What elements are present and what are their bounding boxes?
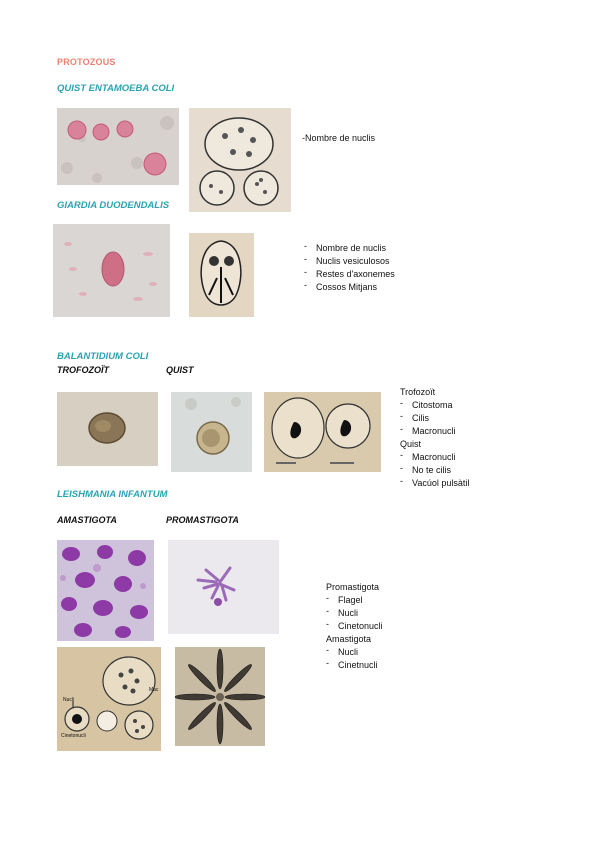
promastigota-drawing bbox=[175, 647, 265, 746]
section-heading-giardia: GIARDIA DUODENDALIS bbox=[57, 200, 170, 211]
quist-label: Quist bbox=[400, 439, 422, 449]
list-item: - Vacúol pulsàtil bbox=[398, 477, 469, 490]
giardia-drawing bbox=[189, 233, 254, 317]
amastigota-micrograph bbox=[57, 540, 154, 641]
section-heading-entamoeba: QUIST ENTAMOEBA COLI bbox=[57, 83, 175, 94]
list-item: - Nombre de nuclis bbox=[302, 242, 395, 255]
giardia-feature-list bbox=[302, 242, 395, 294]
entamoeba-micrograph bbox=[57, 108, 179, 185]
list-item: - Cilis bbox=[398, 412, 456, 425]
list-item: - Nuclis vesiculosos bbox=[302, 255, 395, 268]
list-item: - Cossos Mitjans bbox=[302, 281, 395, 294]
balantidium-quist-micrograph bbox=[171, 392, 252, 472]
entamoeba-note: -Nombre de nuclis bbox=[302, 133, 376, 143]
giardia-micrograph bbox=[53, 224, 170, 317]
label-trofozoit: TROFOZOÏT bbox=[57, 365, 109, 375]
list-item: - Citostoma bbox=[398, 399, 456, 412]
section-heading-leishmania: LEISHMANIA INFANTUM bbox=[57, 489, 168, 500]
balantidium-drawing bbox=[264, 392, 381, 472]
page-title: PROTOZOUS bbox=[57, 57, 116, 67]
label-amastigota: AMASTIGOTA bbox=[57, 515, 117, 525]
list-item: - Nucli bbox=[324, 646, 378, 659]
drawing-label-mac: Mac bbox=[149, 687, 159, 693]
drawing-label-cinetonucli: Cinetonucli bbox=[61, 733, 86, 739]
balantidium-trofozoit-micrograph bbox=[57, 392, 158, 466]
promastigota-label: Promastigota bbox=[326, 582, 380, 592]
list-item: - No te cilis bbox=[398, 464, 469, 477]
list-item: - Nucli bbox=[324, 607, 383, 620]
list-item: - Flagel bbox=[324, 594, 383, 607]
list-item: - Macronucli bbox=[398, 451, 469, 464]
list-item: - Macronucli bbox=[398, 425, 456, 438]
quist-feature-list bbox=[398, 451, 469, 490]
promastigota-micrograph bbox=[168, 540, 279, 634]
section-heading-balantidium: BALANTIDIUM COLI bbox=[57, 351, 149, 362]
list-item: - Restes d'axonemes bbox=[302, 268, 395, 281]
drawing-label-nucli: Nucli bbox=[63, 697, 75, 703]
list-item: - Cinetnucli bbox=[324, 659, 378, 672]
trofozoit-feature-list bbox=[398, 399, 456, 438]
amastigota-drawing bbox=[57, 647, 161, 751]
label-quist: QUIST bbox=[166, 365, 194, 375]
amastigota-label: Amastigota bbox=[326, 634, 372, 644]
label-promastigota: PROMASTIGOTA bbox=[166, 515, 239, 525]
list-item: - Cinetonucli bbox=[324, 620, 383, 633]
trofozoit-label: Trofozoït bbox=[400, 387, 436, 397]
promastigota-feature-list bbox=[324, 594, 383, 633]
amastigota-feature-list bbox=[324, 646, 378, 672]
entamoeba-drawing bbox=[189, 108, 291, 212]
